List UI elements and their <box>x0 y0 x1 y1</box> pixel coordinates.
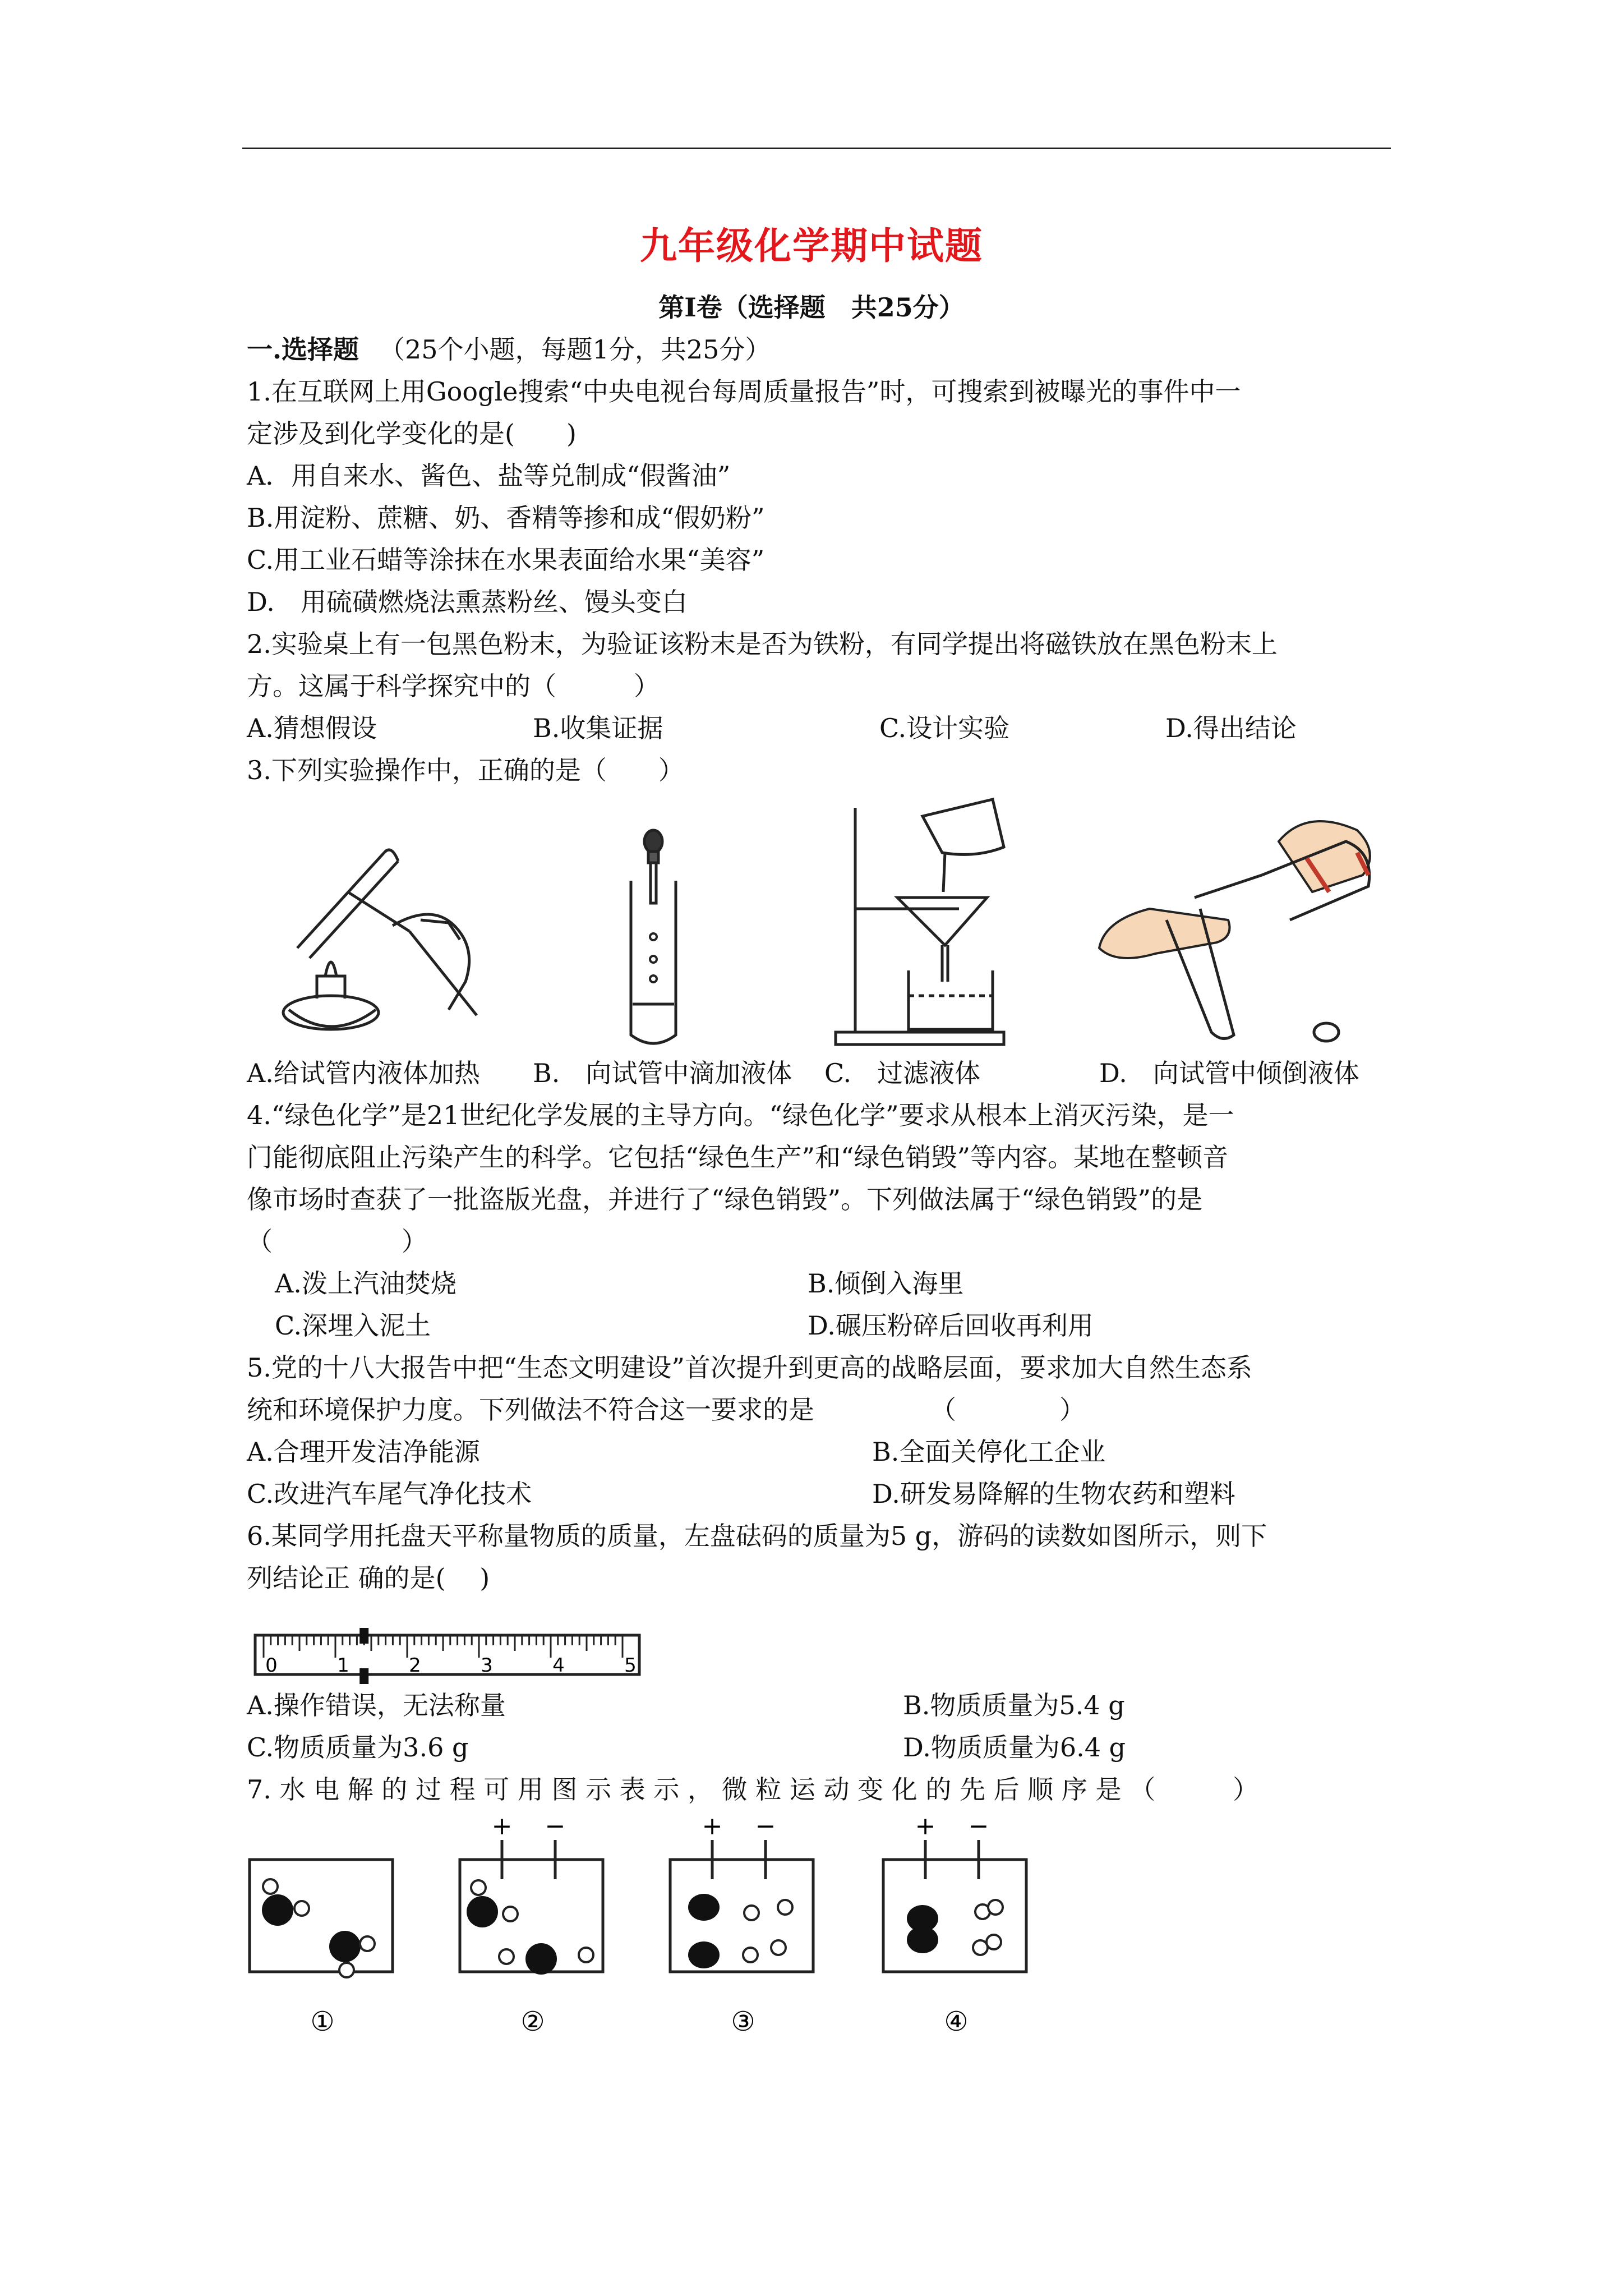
q6-stem-line2: 列结论正 确的是( ) <box>247 1563 490 1593</box>
q5-option-c: C.改进汽车尾气净化技术 <box>247 1479 532 1509</box>
electrolysis-panel-2 <box>457 1818 625 2042</box>
ruler-tick-label: 0 <box>265 1654 278 1677</box>
q4-option-a: A.泼上汽油焚烧 <box>275 1268 457 1299</box>
q5-stem-line1: 5.党的十八大报告中把“生态文明建设”首次提升到更高的战略层面，要求加大自然生态系 <box>247 1352 1252 1383</box>
q5-option-d: D.研发易降解的生物农药和塑料 <box>872 1479 1235 1509</box>
q3-stem: 3.下列实验操作中，正确的是（ ） <box>247 755 684 785</box>
q4-stem-line2: 门能彻底阻止污染产生的科学。它包括“绿色生产”和“绿色销毁”等内容。某地在整顿音 <box>247 1142 1229 1172</box>
ruler-tick-label: 2 <box>409 1654 421 1677</box>
q5-stem-line2: 统和环境保护力度。下列做法不符合这一要求的是 （ ） <box>247 1395 1085 1425</box>
ruler-tick-label: 4 <box>552 1654 565 1677</box>
anode-plus-sign: + <box>491 1818 513 1841</box>
ruler-tick-label: 3 <box>481 1654 493 1677</box>
cathode-minus-sign: − <box>545 1818 566 1841</box>
section-heading: 一.选择题 <box>247 334 359 365</box>
balance-rider-ruler-figure <box>252 1627 645 1688</box>
rider-block <box>359 1628 368 1644</box>
q2-option-c: C.设计实验 <box>879 713 1010 743</box>
ruler-tick-marks <box>264 1635 623 1658</box>
cathode-minus-sign: − <box>755 1818 776 1841</box>
paper-subtitle: 第Ⅰ卷（选择题 共25分） <box>658 292 965 323</box>
q2-stem-line1: 2.实验桌上有一包黑色粉末，为验证该粉末是否为铁粉，有同学提出将磁铁放在黑色粉末上 <box>247 629 1278 659</box>
q1-option-d: D. 用硫磺燃烧法熏蒸粉丝、馒头变白 <box>247 587 688 617</box>
q1-stem-line2: 定涉及到化学变化的是( ) <box>247 418 577 449</box>
q4-stem-line3: 像市场时查获了一批盗版光盘，并进行了“绿色销毁”。下列做法属于“绿色销毁”的是 <box>247 1184 1203 1214</box>
q6-option-d: D.物质质量为6.4 g <box>903 1732 1126 1763</box>
anode-plus-sign: + <box>702 1818 723 1841</box>
ruler-frame <box>255 1635 639 1674</box>
q6-option-c: C.物质质量为3.6 g <box>247 1732 469 1763</box>
panel-label-3: ③ <box>731 2006 755 2037</box>
q4-stem-line4: （ ） <box>247 1226 427 1257</box>
q4-stem-line1: 4.“绿色化学”是21世纪化学发展的主导方向。“绿色化学”要求从根本上消灭污染，是一 <box>247 1100 1234 1130</box>
rider-block <box>359 1668 368 1684</box>
q5-option-b: B.全面关停化工企业 <box>872 1437 1106 1467</box>
q3-option-d: D. 向试管中倾倒液体 <box>1099 1058 1359 1088</box>
pouring-liquid-figure <box>1094 797 1385 1043</box>
panel-label-2: ② <box>520 2006 545 2037</box>
filtration-apparatus-figure <box>824 797 1071 1055</box>
electrolysis-panel-4 <box>880 1818 1049 2042</box>
q1-option-a: A．用自来水、酱色、盐等兑制成“假酱油” <box>247 461 731 491</box>
q6-option-b: B.物质质量为5.4 g <box>903 1690 1125 1720</box>
q6-stem-line1: 6.某同学用托盘天平称量物质的质量，左盘砝码的质量为5 g，游码的读数如图所示，则下 <box>247 1521 1267 1551</box>
panel-label-4: ④ <box>944 2006 969 2037</box>
heating-test-tube-figure <box>264 830 510 1043</box>
q3-option-c: C. 过滤液体 <box>824 1058 981 1088</box>
electrolysis-panel-3 <box>667 1818 836 2042</box>
q6-option-a: A.操作错误，无法称量 <box>247 1690 506 1720</box>
panel-label-1: ① <box>310 2006 335 2037</box>
section-heading-line <box>247 333 771 366</box>
q2-option-b: B.收集证据 <box>533 713 663 743</box>
ruler-tick-label: 1 <box>337 1654 349 1677</box>
dropper-test-tube-figure <box>606 819 701 1055</box>
page-title: 九年级化学期中试题 <box>640 224 983 268</box>
q2-option-a: A.猜想假设 <box>247 713 377 743</box>
electrolysis-panel-1 <box>247 1818 415 2042</box>
q1-option-b: B.用淀粉、蔗糖、奶、香精等掺和成“假奶粉” <box>247 503 765 533</box>
q3-option-a: A.给试管内液体加热 <box>247 1058 480 1088</box>
q2-option-d: D.得出结论 <box>1165 713 1297 743</box>
ruler-tick-label: 5 <box>624 1654 637 1677</box>
q1-option-c: C.用工业石蜡等涂抹在水果表面给水果“美容” <box>247 545 765 575</box>
section-note: （25个小题，每题1分，共25分） <box>379 334 771 365</box>
anode-plus-sign: + <box>915 1818 936 1841</box>
q7-stem: 7. 水 电 解 的 过 程 可 用 图 示 表 示 ， 微 粒 运 动 变 化 的 先 后 顺 序 是 （ ） <box>247 1774 1259 1805</box>
q4-option-b: B.倾倒入海里 <box>808 1268 964 1299</box>
header-rule <box>242 148 1391 149</box>
q2-stem-line2: 方。这属于科学探究中的（ ） <box>247 671 660 701</box>
q5-option-a: A.合理开发洁净能源 <box>247 1437 480 1467</box>
q4-option-c: C.深埋入泥土 <box>275 1310 431 1341</box>
q3-option-b: B. 向试管中滴加液体 <box>533 1058 792 1088</box>
balance-rider <box>359 1628 368 1684</box>
q4-option-d: D.碾压粉碎后回收再利用 <box>808 1310 1094 1341</box>
cathode-minus-sign: − <box>968 1818 989 1841</box>
q1-stem-line1: 1.在互联网上用Google搜索“中央电视台每周质量报告”时，可搜索到被曝光的事件中一 <box>247 376 1241 407</box>
